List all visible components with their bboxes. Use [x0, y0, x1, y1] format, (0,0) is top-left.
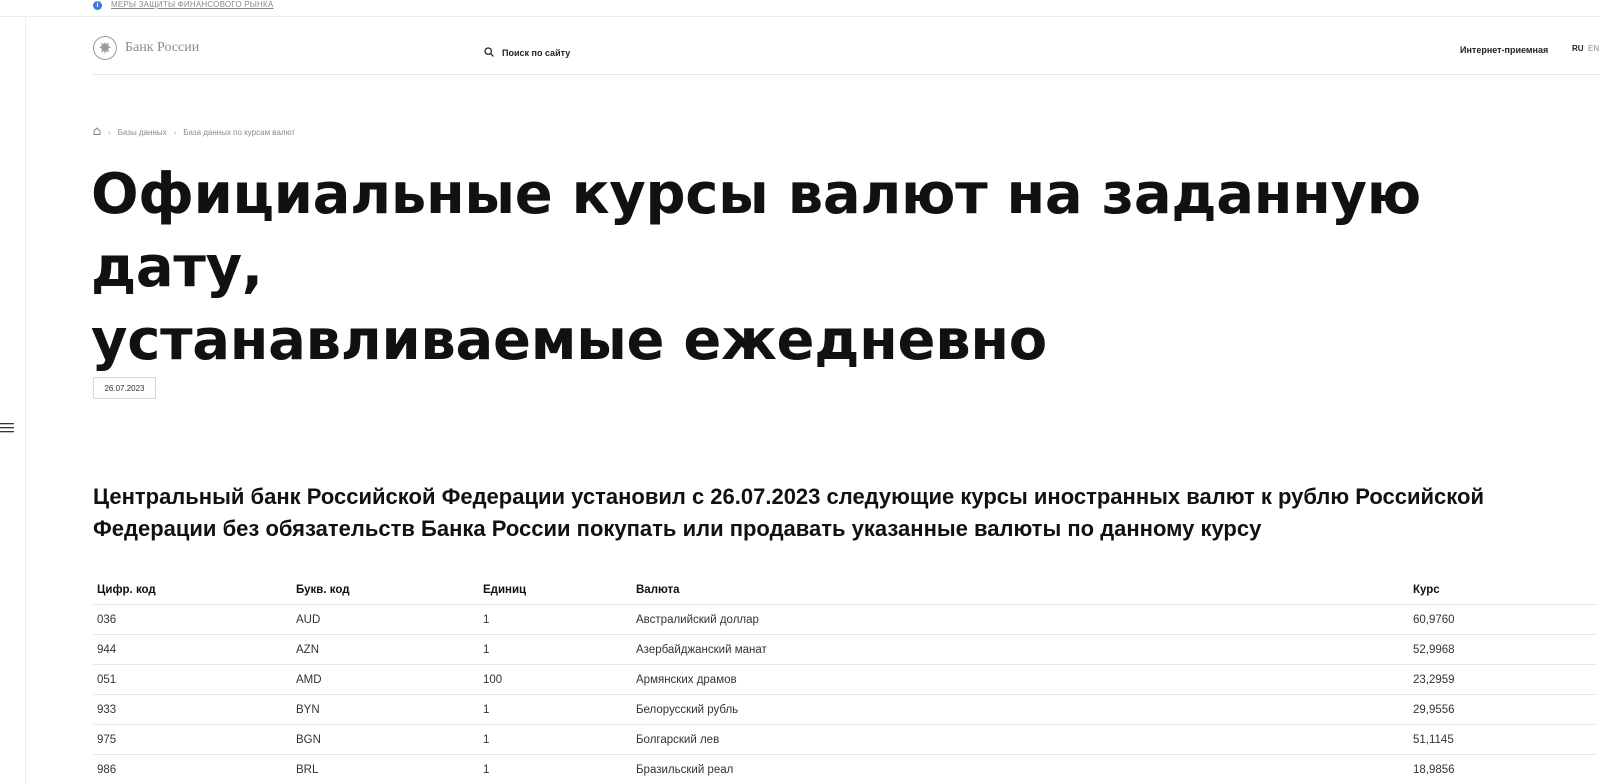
site-header — [93, 17, 1600, 75]
cell-rate: 23,2959 — [1409, 665, 1596, 695]
home-icon[interactable] — [93, 127, 101, 137]
hamburger-menu-icon[interactable] — [0, 421, 14, 433]
cell-currency: Австралийский доллар — [632, 605, 1409, 635]
cell-currency: Белорусский рубль — [632, 695, 1409, 725]
cell-units: 1 — [479, 755, 632, 784]
logo[interactable] — [93, 36, 199, 60]
cell-rate: 18,9856 — [1409, 755, 1596, 784]
cell-units: 1 — [479, 695, 632, 725]
header-digital-code: Цифр. код — [93, 576, 292, 605]
page-title-line-2: устанавливаемые ежедневно — [91, 308, 1047, 373]
cell-digital-code: 933 — [93, 695, 292, 725]
table-header-row — [93, 576, 1596, 605]
breadcrumb-item-rates-database[interactable]: База данных по курсам валют — [183, 127, 296, 137]
cell-currency: Болгарский лев — [632, 725, 1409, 755]
cell-units: 1 — [479, 725, 632, 755]
search-label: Поиск по сайту — [502, 48, 571, 58]
cell-units: 1 — [479, 635, 632, 665]
left-rail — [0, 17, 26, 784]
cell-letter-code: BGN — [292, 725, 479, 755]
header-rate: Курс — [1409, 576, 1596, 605]
rates-description: Центральный банк Российской Федерации установил с 26.07.2023 следующие курсы иностранных валют к рублю Российской Федерации без обязательств Банка России покупать или продавать указанные валюты по данному курсу — [93, 484, 1484, 541]
cell-digital-code: 975 — [93, 725, 292, 755]
breadcrumb-separator: › — [108, 127, 111, 137]
cell-units: 1 — [479, 605, 632, 635]
cell-letter-code: AMD — [292, 665, 479, 695]
table-row — [93, 755, 1596, 784]
breadcrumb-separator: › — [173, 127, 177, 137]
table-row — [93, 605, 1596, 635]
cell-units: 100 — [479, 665, 632, 695]
cell-currency: Бразильский реал — [632, 755, 1409, 784]
cell-letter-code: AUD — [292, 605, 479, 635]
cell-digital-code: 036 — [93, 605, 292, 635]
eagle-emblem-icon — [93, 36, 117, 60]
table-row — [93, 695, 1596, 725]
cell-currency: Азербайджанский манат — [632, 635, 1409, 665]
cell-rate: 52,9968 — [1409, 635, 1596, 665]
cell-rate: 29,9556 — [1409, 695, 1596, 725]
cell-letter-code: BRL — [292, 755, 479, 784]
table-row — [93, 665, 1596, 695]
page-title-line-1: Официальные курсы валют на заданную дату, — [91, 162, 1421, 300]
cell-digital-code: 051 — [93, 665, 292, 695]
date-picker-field[interactable]: 26.07.2023 — [93, 377, 156, 399]
rates-table — [93, 576, 1596, 784]
cell-rate: 51,1145 — [1409, 725, 1596, 755]
notice-bar — [0, 0, 1600, 17]
notice-link[interactable]: МЕРЫ ЗАЩИТЫ ФИНАНСОВОГО РЫНКА — [111, 0, 274, 9]
search-button[interactable] — [484, 44, 570, 62]
table-row — [93, 725, 1596, 755]
page-title — [91, 158, 1551, 377]
header-letter-code: Букв. код — [292, 576, 479, 605]
breadcrumb — [93, 127, 295, 137]
search-icon — [484, 44, 494, 62]
header-currency: Валюта — [632, 576, 1409, 605]
info-icon: i — [93, 1, 102, 10]
lang-en-link[interactable]: EN — [1588, 44, 1600, 53]
cell-letter-code: BYN — [292, 695, 479, 725]
cell-letter-code: AZN — [292, 635, 479, 665]
cell-digital-code: 944 — [93, 635, 292, 665]
breadcrumb-item-databases[interactable]: Базы данных — [117, 127, 167, 137]
table-row — [93, 635, 1596, 665]
cell-rate: 60,9760 — [1409, 605, 1596, 635]
cell-digital-code: 986 — [93, 755, 292, 784]
cell-currency: Армянских драмов — [632, 665, 1409, 695]
logo-text: Банк России — [125, 40, 200, 55]
internet-reception-link[interactable]: Интернет-приемная — [1460, 45, 1549, 55]
header-units: Единиц — [479, 576, 632, 605]
lang-ru-link[interactable]: RU — [1572, 44, 1584, 53]
